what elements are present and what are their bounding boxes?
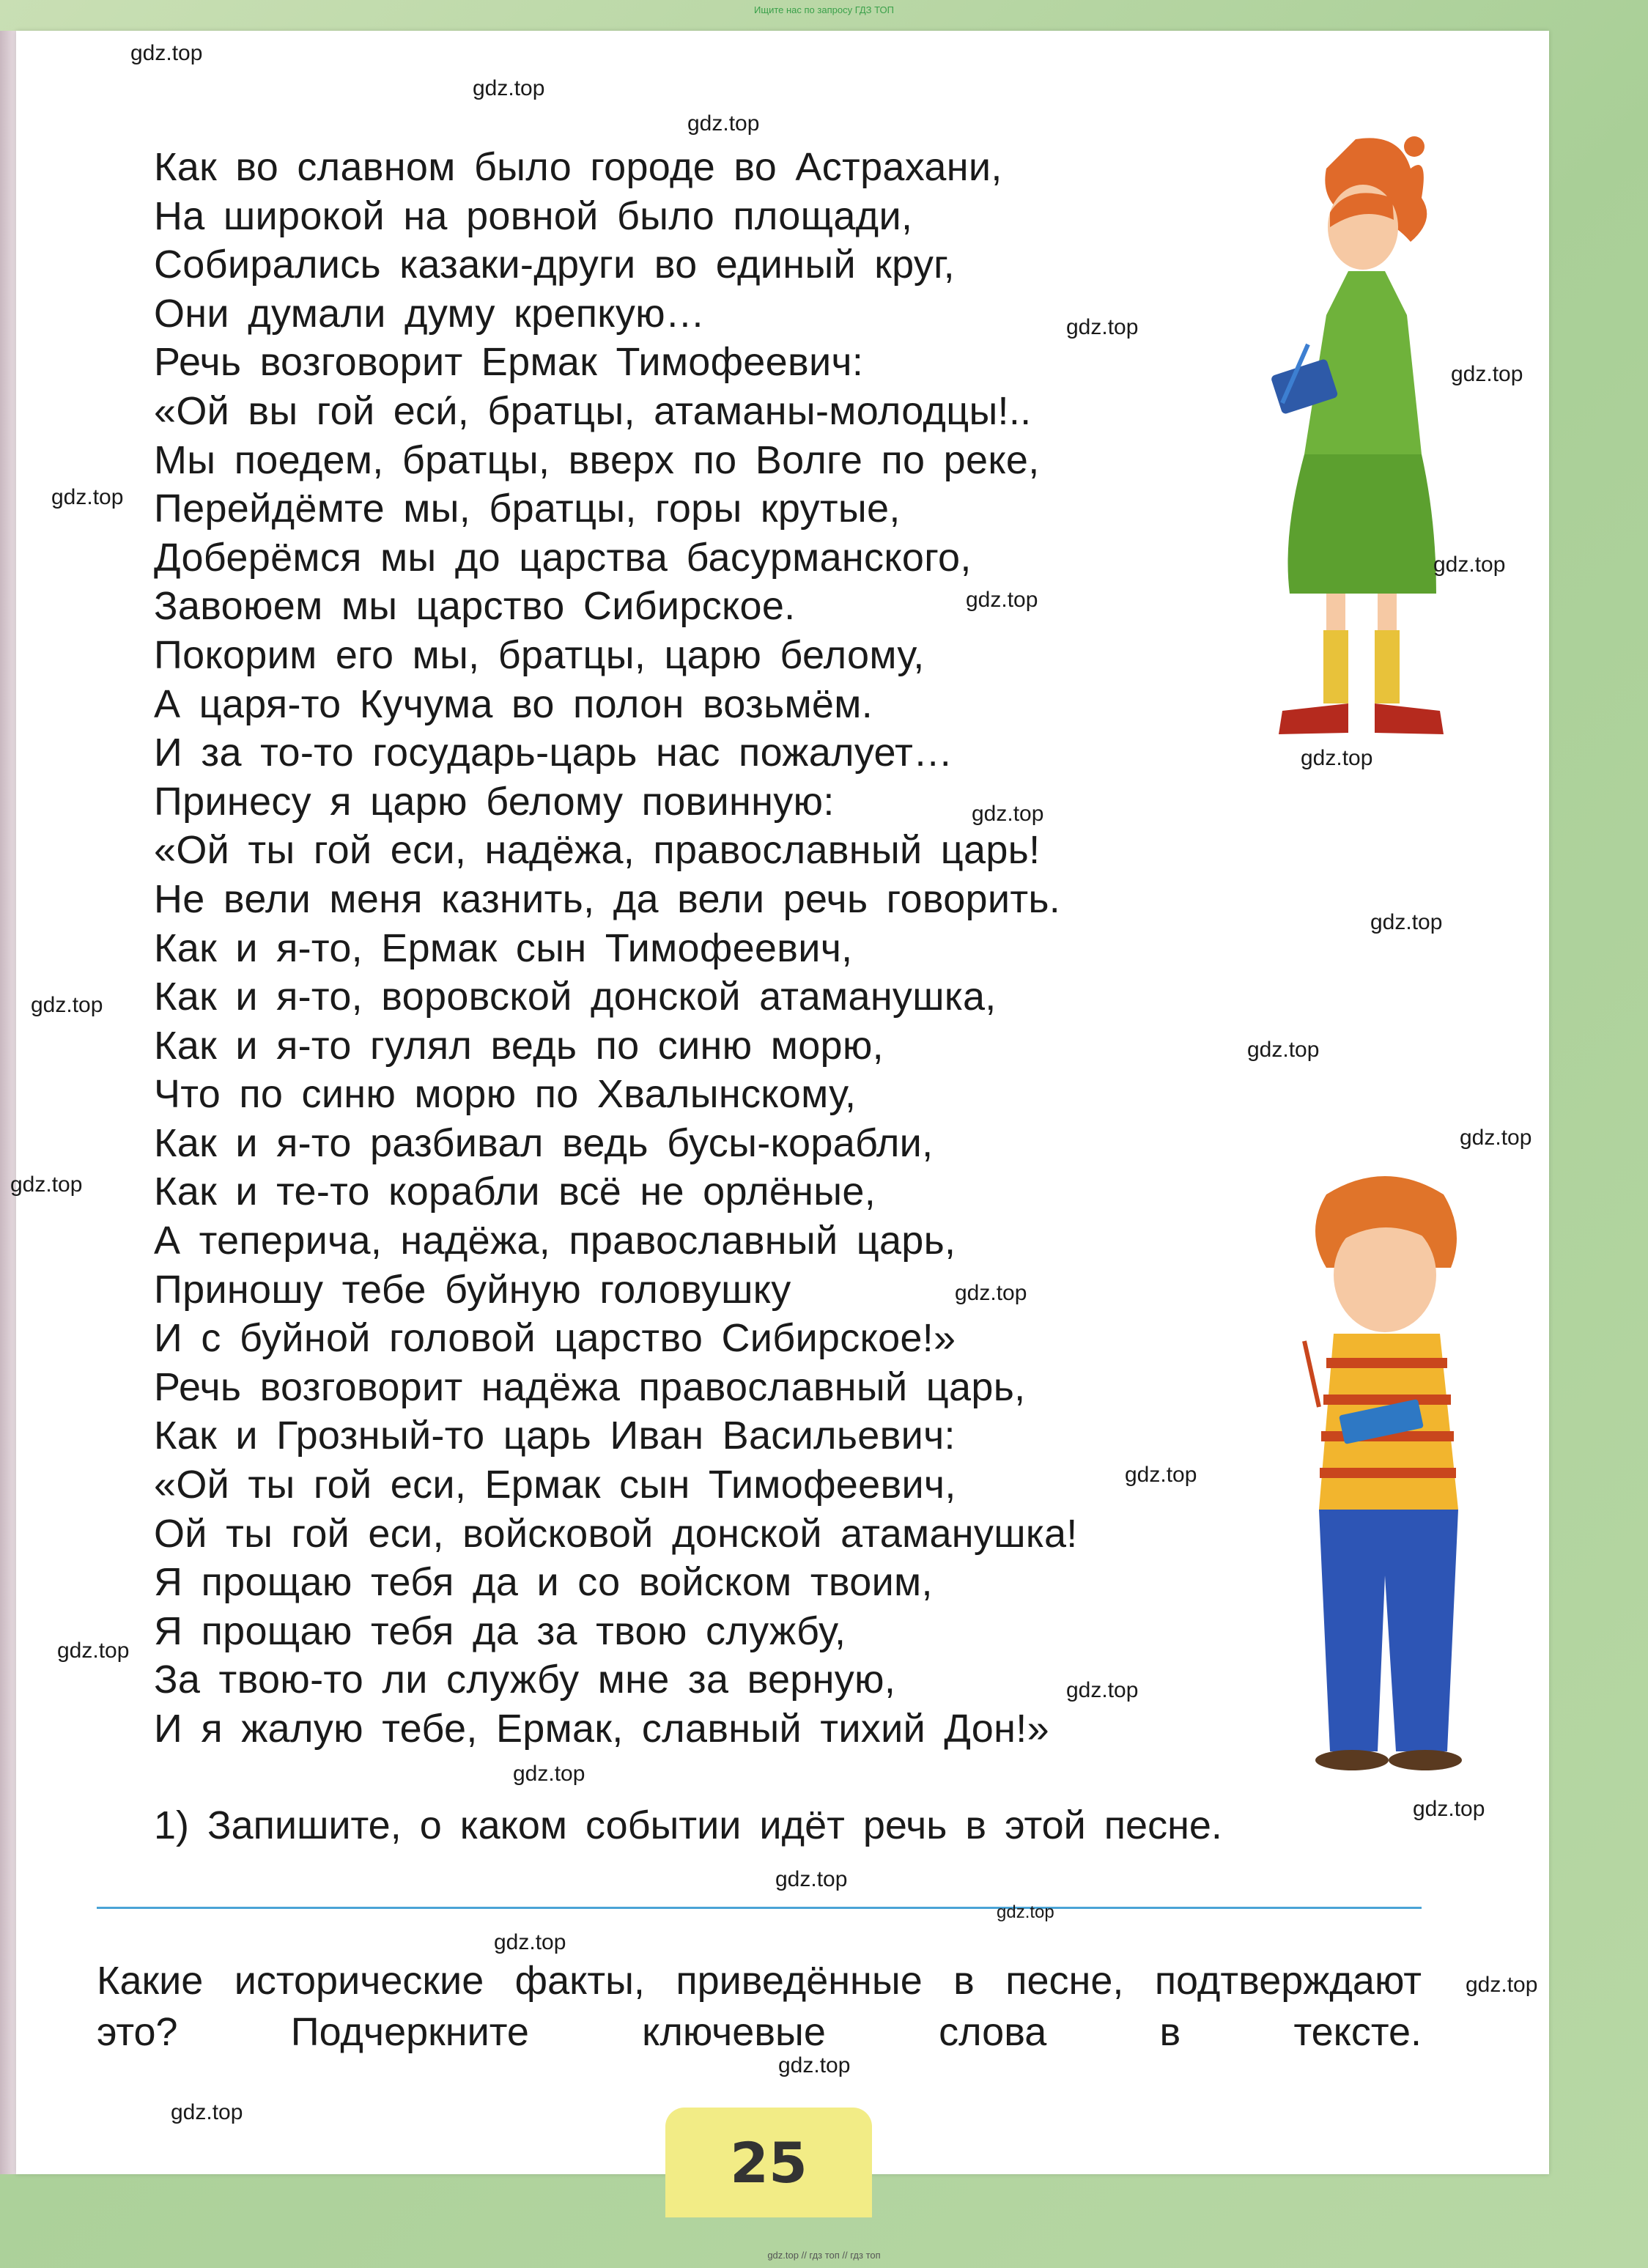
poem-line: А царя-то Кучума во полон возьмём. bbox=[154, 681, 873, 726]
poem-line: Как и Грозный-то царь Иван Васильевич: bbox=[154, 1414, 956, 1458]
poem-line: Как и те-то корабли всё не орлёные, bbox=[154, 1170, 876, 1214]
watermark: gdz.top bbox=[1301, 746, 1373, 770]
watermark: gdz.top bbox=[1125, 1463, 1197, 1487]
poem-line: И за то-то государь-царь нас пожалует… bbox=[154, 731, 953, 775]
watermark: gdz.top bbox=[687, 111, 760, 136]
watermark: gdz.top bbox=[51, 485, 124, 509]
task-question: Какие исторические факты, приведённые в песне, подтверждают это? Подчеркните ключевые слова в тексте. bbox=[97, 1959, 1422, 2054]
poem-line: Собирались казаки-други во единый круг, bbox=[154, 243, 955, 287]
answer-line[interactable] bbox=[97, 1907, 1422, 1909]
poem-line: «Ой вы гой еси́, братцы, атаманы-молодцы!.. bbox=[154, 388, 1032, 433]
poem-line: Что по синю морю по Хвалынскому, bbox=[154, 1072, 857, 1117]
poem-line: Как и я-то, Ермак сын Тимофеевич, bbox=[154, 926, 853, 970]
watermark: gdz.top bbox=[494, 1930, 566, 1954]
watermark: gdz.top bbox=[1370, 910, 1443, 934]
watermark: gdz.top bbox=[955, 1281, 1027, 1305]
poem-line: Доберёмся мы до царства басурманского, bbox=[154, 535, 972, 580]
poem-line: «Ой ты гой еси, надёжа, православный царь! bbox=[154, 828, 1041, 873]
watermark: gdz.top bbox=[513, 1762, 585, 1786]
poem-line: За твою-то ли службу мне за верную, bbox=[154, 1658, 896, 1702]
header-note: Ищите нас по запросу ГДЗ ТОП bbox=[754, 4, 894, 15]
poem-line: Перейдёмте мы, братцы, горы крутые, bbox=[154, 487, 901, 531]
poem-line: Не вели меня казнить, да вели речь говорить. bbox=[154, 876, 1061, 921]
watermark: gdz.top bbox=[775, 1867, 848, 1891]
poem-line: Речь возговорит надёжа православный царь, bbox=[154, 1364, 1026, 1409]
poem-line: А теперича, надёжа, православный царь, bbox=[154, 1219, 956, 1263]
task-1: 1) Запишите, о каком событии идёт речь в этой песне. bbox=[154, 1803, 1222, 1847]
watermark: gdz.top bbox=[31, 993, 103, 1017]
watermark: gdz.top bbox=[1066, 315, 1139, 339]
watermark: gdz.top bbox=[1433, 553, 1506, 577]
watermark: gdz.top bbox=[1066, 1678, 1139, 1702]
watermark: gdz.top bbox=[778, 2053, 851, 2077]
poem-line: И с буйной головой царство Сибирское!» bbox=[154, 1316, 956, 1361]
watermark: gdz.top bbox=[171, 2100, 243, 2124]
poem-line: На широкой на ровной было площади, bbox=[154, 193, 913, 238]
poem-line: Они думали думу крепкую… bbox=[154, 291, 706, 336]
watermark: gdz.top bbox=[1247, 1038, 1320, 1062]
poem-line: Я прощаю тебя да и со войском твоим, bbox=[154, 1560, 933, 1605]
watermark: gdz.top bbox=[1466, 1973, 1538, 1997]
watermark: gdz.top bbox=[997, 1902, 1054, 1922]
poem bbox=[154, 143, 1078, 1754]
poem-line: Как и я-то разбивал ведь бусы-корабли, bbox=[154, 1120, 934, 1165]
watermark: gdz.top bbox=[130, 41, 203, 65]
watermark: gdz.top bbox=[10, 1172, 83, 1197]
poem-line: И я жалую тебе, Ермак, славный тихий Дон!» bbox=[154, 1707, 1049, 1751]
poem-line: Речь возговорит Ермак Тимофеевич: bbox=[154, 340, 864, 385]
poem-line: Мы поедем, братцы, вверх по Волге по реке, bbox=[154, 437, 1040, 482]
watermark: gdz.top bbox=[473, 76, 545, 100]
girl-illustration bbox=[1238, 125, 1473, 740]
watermark: gdz.top bbox=[57, 1639, 130, 1663]
poem-line: Приношу тебе буйную головушку bbox=[154, 1267, 791, 1312]
watermark: gdz.top bbox=[966, 588, 1038, 612]
poem-line: Принесу я царю белому повинную: bbox=[154, 779, 835, 824]
poem-line: Как во славном было городе во Астрахани, bbox=[154, 145, 1002, 189]
poem-line: «Ой ты гой еси, Ермак сын Тимофеевич, bbox=[154, 1463, 956, 1507]
footer-note: gdz.top // гдз топ // гдз топ bbox=[767, 2250, 881, 2261]
poem-line: Как и я-то, воровской донской атаманушка, bbox=[154, 975, 997, 1019]
watermark: gdz.top bbox=[1460, 1126, 1532, 1150]
page-number: 25 bbox=[665, 2108, 872, 2217]
watermark: gdz.top bbox=[1451, 362, 1523, 386]
poem-line: Как и я-то гулял ведь по синю морю, bbox=[154, 1023, 884, 1068]
poem-line: Ой ты гой еси, войсковой донской атаманушка! bbox=[154, 1511, 1078, 1556]
watermark: gdz.top bbox=[972, 802, 1044, 826]
poem-line: Завоюем мы царство Сибирское. bbox=[154, 584, 796, 629]
poem-line: Покорим его мы, братцы, царю белому, bbox=[154, 632, 925, 677]
boy-illustration bbox=[1275, 1165, 1495, 1773]
watermark: gdz.top bbox=[1413, 1797, 1485, 1821]
page-edge bbox=[0, 31, 16, 2174]
poem-line: Я прощаю тебя да за твою службу, bbox=[154, 1608, 846, 1653]
